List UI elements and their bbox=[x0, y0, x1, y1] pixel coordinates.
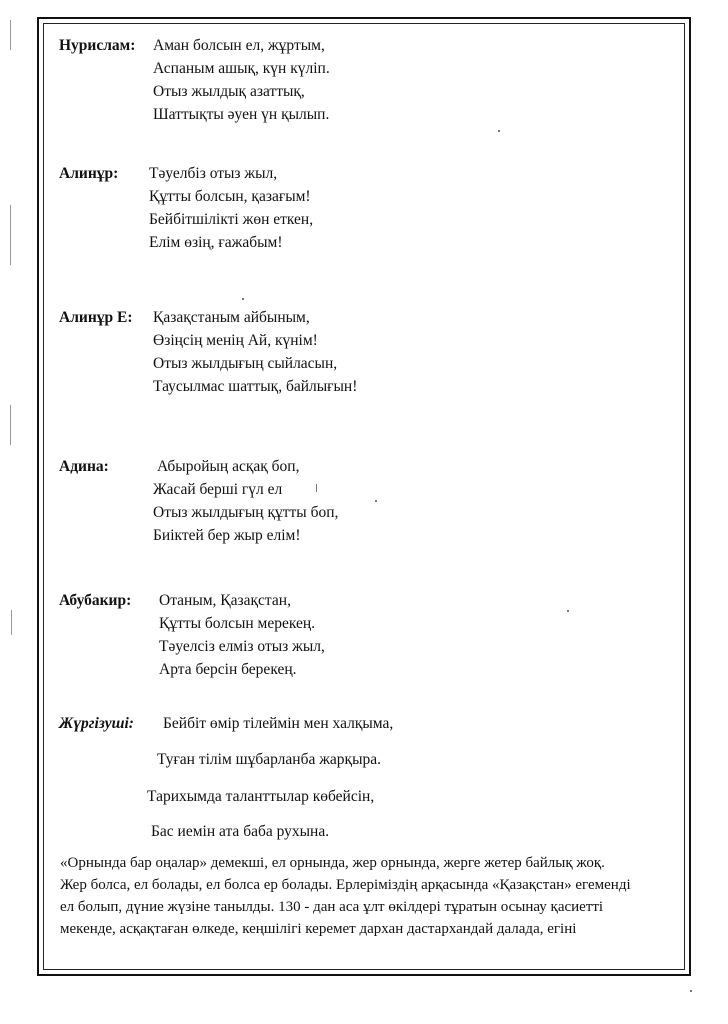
verse-line: Аспаным ашық, күн күліп. bbox=[153, 60, 330, 77]
speaker-name: Алинұр Е: bbox=[59, 309, 133, 326]
verse-line: Өзіңсің менің Ай, күнім! bbox=[153, 332, 318, 349]
verse-line: Отыз жылдық азаттық, bbox=[153, 83, 305, 100]
verse-line: Аман болсын ел, жұртым, bbox=[153, 37, 325, 54]
scan-speck bbox=[375, 500, 377, 502]
speaker-name: Абубакир: bbox=[59, 592, 132, 609]
speaker-name: Алинұр: bbox=[59, 165, 119, 182]
scan-speck bbox=[316, 484, 317, 492]
verse-line: Отыз жылдығың құтты боп, bbox=[153, 504, 339, 521]
verse-line: Тәуелбіз отыз жыл, bbox=[149, 165, 278, 182]
verse-line: Құтты болсын, қазағым! bbox=[149, 188, 311, 205]
verse-line: Шаттықты әуен үн қылып. bbox=[153, 106, 330, 123]
paragraph-line: Жер болса, ел болады, ел болса ер болады. Ерлеріміздің арқасында «Қазақстан» егеменді bbox=[60, 877, 631, 893]
page-border-inner bbox=[43, 23, 685, 970]
margin-mark bbox=[10, 205, 11, 265]
scan-speck bbox=[498, 130, 500, 132]
verse-line: Отаным, Қазақстан, bbox=[159, 592, 291, 609]
verse-line: Бейбітшілікті жөн еткен, bbox=[149, 211, 314, 228]
verse-line: Елім өзің, ғажабым! bbox=[149, 234, 283, 251]
verse-line: Бейбіт өмір тілеймін мен халқыма, bbox=[163, 715, 394, 732]
margin-mark bbox=[10, 20, 11, 50]
prose-paragraph bbox=[60, 852, 672, 940]
verse-line: Арта берсін берекең. bbox=[159, 661, 297, 678]
margin-mark bbox=[11, 610, 12, 635]
verse-line: Отыз жылдығың сыйласын, bbox=[153, 355, 338, 372]
scan-speck bbox=[242, 298, 244, 300]
verse-line: Жасай берші гүл ел bbox=[153, 481, 283, 498]
verse-line: Қазақстаным айбыным, bbox=[153, 309, 310, 326]
verse-line: Тарихымда таланттылар көбейсін, bbox=[147, 788, 375, 805]
verse-line: Бас иемін ата баба рухына. bbox=[151, 823, 330, 840]
verse-line: Таусылмас шаттық, байлығын! bbox=[153, 378, 358, 395]
speaker-name: Жүргізуші: bbox=[59, 715, 134, 732]
verse-line: Абыройың асқақ боп, bbox=[157, 458, 300, 475]
scan-speck bbox=[690, 990, 692, 992]
speaker-name: Адина: bbox=[59, 458, 109, 475]
scan-speck bbox=[567, 610, 569, 612]
paragraph-line: ел болып, дүние жүзіне танылды. 130 - дан аса ұлт өкілдері тұратын осынау қасиетті bbox=[60, 899, 604, 915]
paragraph-line: «Орнында бар оңалар» демекші, ел орнында, жер орнында, жерге жетер байлық жоқ. bbox=[60, 855, 605, 871]
verse-line: Биіктей бер жыр елім! bbox=[153, 527, 301, 544]
paragraph-line: мекенде, асқақтаған өлкеде, кеңшілігі керемет дархан дастархандай далада, егіні bbox=[60, 921, 577, 937]
margin-mark bbox=[10, 405, 11, 445]
verse-line: Тәуелсіз елміз отыз жыл, bbox=[159, 638, 325, 655]
speaker-name: Нурислам: bbox=[59, 37, 136, 54]
verse-line: Туған тілім шұбарланба жарқыра. bbox=[157, 751, 381, 768]
verse-line: Құтты болсын мерекең. bbox=[159, 615, 316, 632]
